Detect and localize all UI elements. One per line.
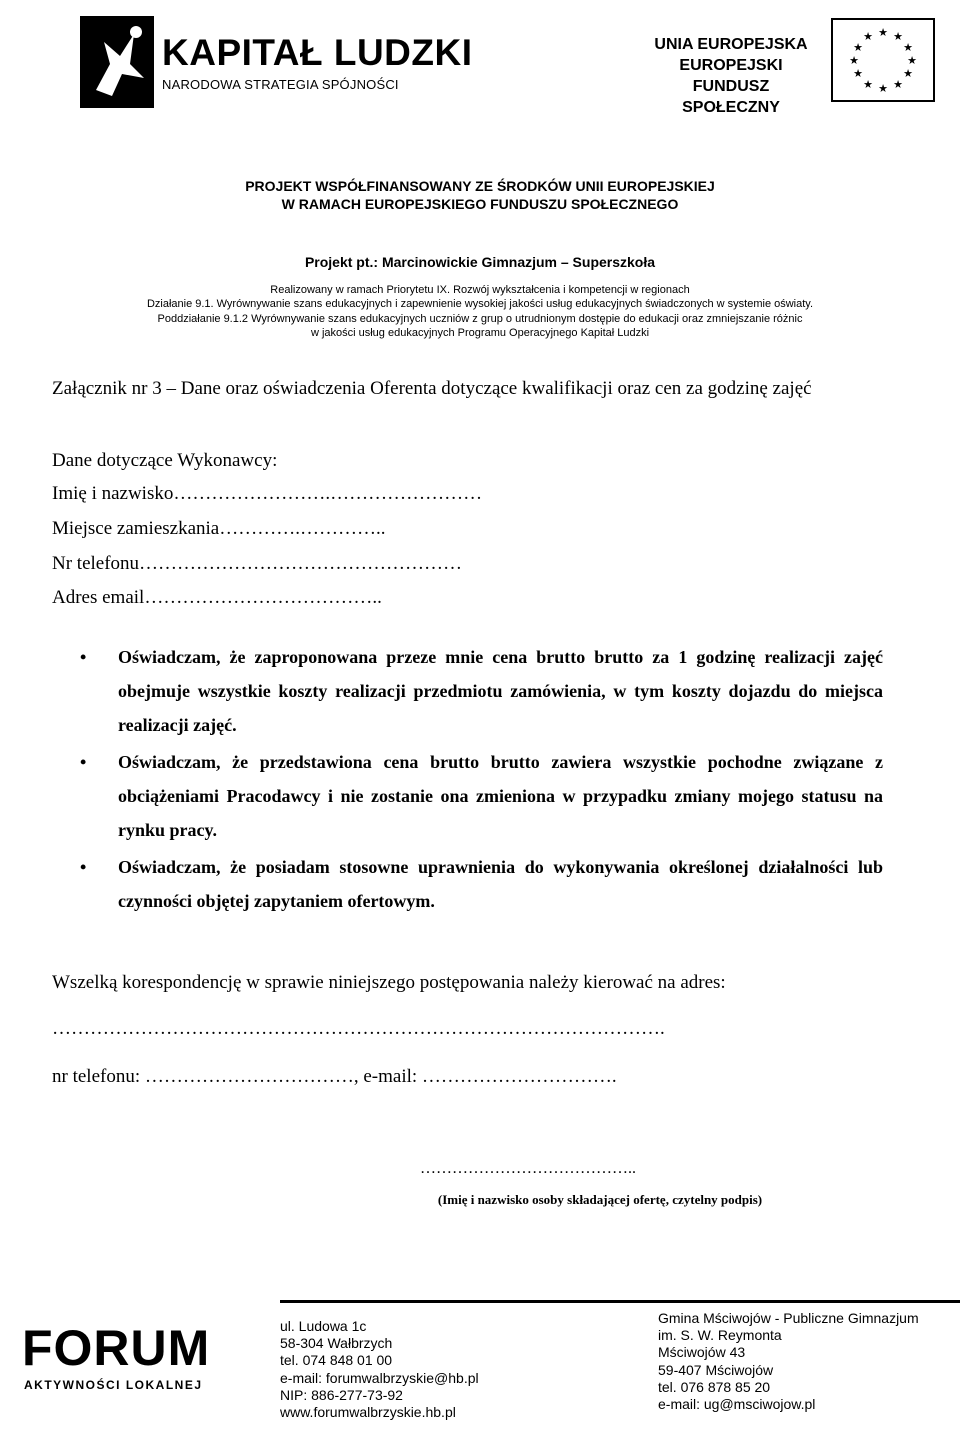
svg-text:★: ★ (878, 82, 888, 95)
footer-line: Mściwojów 43 (658, 1344, 746, 1361)
project-cofinancing-line2: W RAMACH EUROPEJSKIEGO FUNDUSZU SPOŁECZNEGO (281, 196, 679, 212)
email-field: Adres email……………………………….. (52, 587, 382, 608)
correspondence-address-line: ……………………………………………………………………………………. (52, 1018, 665, 1039)
eu-line2: EUROPEJSKI (679, 57, 783, 74)
footer-divider (280, 1300, 960, 1303)
project-action: Działanie 9.1. Wyrównywanie szans edukacyjnych i zapewnienie wysokiej jakości usług edukacyjnych świadczonych w systemie oświaty. (146, 298, 814, 310)
forum-logo (22, 1318, 212, 1398)
project-priority: Realizowany w ramach Priorytetu IX. Rozwój wykształcenia i kompetencji w regionach (270, 284, 690, 296)
footer-line: tel. 074 848 01 00 (280, 1352, 393, 1369)
svg-text:★: ★ (903, 67, 913, 80)
attachment-title: Załącznik nr 3 – Dane oraz oświadczenia Oferenta dotyczące kwalifikacji oraz cen za godzinę zajęć (52, 378, 812, 399)
svg-text:★: ★ (853, 67, 863, 80)
phone-field: Nr telefonu…………………………………………… (52, 553, 463, 574)
project-cofinancing-line1: PROJEKT WSPÓŁFINANSOWANY ZE ŚRODKÓW UNII EUROPEJSKIEJ (245, 178, 715, 194)
eu-line3: FUNDUSZ SPOŁECZNY (682, 78, 780, 116)
contact-line: nr telefonu: ……………………………, e-mail: …………………………. (52, 1066, 617, 1087)
project-subaction: Poddziałanie 9.1.2 Wyrównywanie szans edukacyjnych uczniów z grup o utrudnionym dostępie do edukacji oraz zmniejszanie różnic (157, 313, 803, 325)
svg-text:★: ★ (893, 30, 903, 43)
footer-line: www.forumwalbrzyskie.hb.pl (280, 1404, 456, 1421)
residence-field: Miejsce zamieszkania………….………….. (52, 518, 386, 539)
svg-text:★: ★ (878, 26, 888, 39)
declaration-text: Oświadczam, że zaproponowana przeze mnie cena brutto brutto za 1 godzinę realizacji zajęć obejmuje wszystkie koszty realizacji przedmiotu zamówienia, w tym koszty dojazdu do miejsca realizacji zajęć. (118, 647, 883, 735)
svg-text:★: ★ (893, 78, 903, 91)
declaration-text: Oświadczam, że posiadam stosowne uprawnienia do wykonywania określonej działalności lub czynności objętej zapytaniem ofertowym. (118, 857, 883, 911)
kapital-ludzki-subtitle: NARODOWA STRATEGIA SPÓJNOŚCI (162, 77, 399, 92)
forum-logo-subtitle: AKTYWNOŚCI LOKALNEJ (24, 1378, 203, 1392)
bullet-icon: • (80, 752, 87, 772)
signature-caption: (Imię i nazwisko osoby składającej ofertę, czytelny podpis) (437, 1192, 763, 1207)
signature-line: ………………………………….. (420, 1160, 636, 1177)
kapital-ludzki-mark-icon (76, 12, 158, 112)
footer-line: im. S. W. Reymonta (658, 1327, 782, 1344)
footer-line: 59-407 Mściwojów (658, 1361, 774, 1378)
footer-line: 58-304 Wałbrzych (280, 1335, 393, 1352)
footer-line: ul. Ludowa 1c (280, 1318, 367, 1334)
footer-line: e-mail: forumwalbrzyskie@hb.pl (280, 1369, 479, 1386)
footer-line: tel. 076 878 85 20 (658, 1378, 771, 1395)
declaration-item (80, 745, 883, 847)
eu-logo (645, 18, 945, 116)
eu-flag-icon (831, 18, 935, 102)
svg-text:★: ★ (849, 54, 859, 67)
name-field: Imię i nazwisko…………………….…………………… (52, 483, 483, 504)
eu-text (645, 34, 817, 118)
correspondence-note: Wszelką korespondencję w sprawie niniejszego postępowania należy kierować na adres: (52, 972, 726, 993)
footer-line: Gmina Mściwojów - Publiczne Gimnazjum (658, 1310, 919, 1326)
footer-address-gmina (658, 1310, 919, 1413)
footer-line: e-mail: ug@msciwojow.pl (658, 1396, 816, 1413)
declaration-item (80, 850, 883, 918)
svg-text:★: ★ (903, 41, 913, 54)
project-subaction-cont: w jakości usług edukacyjnych Programu Operacyjnego Kapitał Ludzki (310, 327, 650, 339)
declaration-text: Oświadczam, że przedstawiona cena brutto brutto zawiera wszystkie pochodne związane z obciążeniami Pracodawcy i nie zostanie ona zmieniona w przypadku zmiany mojego statusu na rynku pracy. (118, 752, 883, 840)
bullet-icon: • (80, 647, 87, 667)
svg-text:★: ★ (863, 78, 873, 91)
kapital-ludzki-title: KAPITAŁ LUDZKI (162, 32, 473, 73)
svg-text:★: ★ (907, 54, 917, 67)
bullet-icon: • (80, 857, 87, 877)
project-name: Projekt pt.: Marcinowickie Gimnazjum – Superszkoła (304, 254, 656, 270)
contractor-header: Dane dotyczące Wykonawcy: (52, 450, 278, 471)
footer-address-forum (280, 1318, 479, 1421)
forum-logo-word: FORUM (22, 1320, 211, 1376)
svg-text:★: ★ (853, 41, 863, 54)
declaration-item (80, 640, 883, 742)
eu-line1: UNIA EUROPEJSKA (654, 36, 808, 53)
kapital-ludzki-logo (70, 12, 473, 112)
svg-text:★: ★ (863, 30, 873, 43)
footer-line: NIP: 886-277-73-92 (280, 1386, 403, 1403)
